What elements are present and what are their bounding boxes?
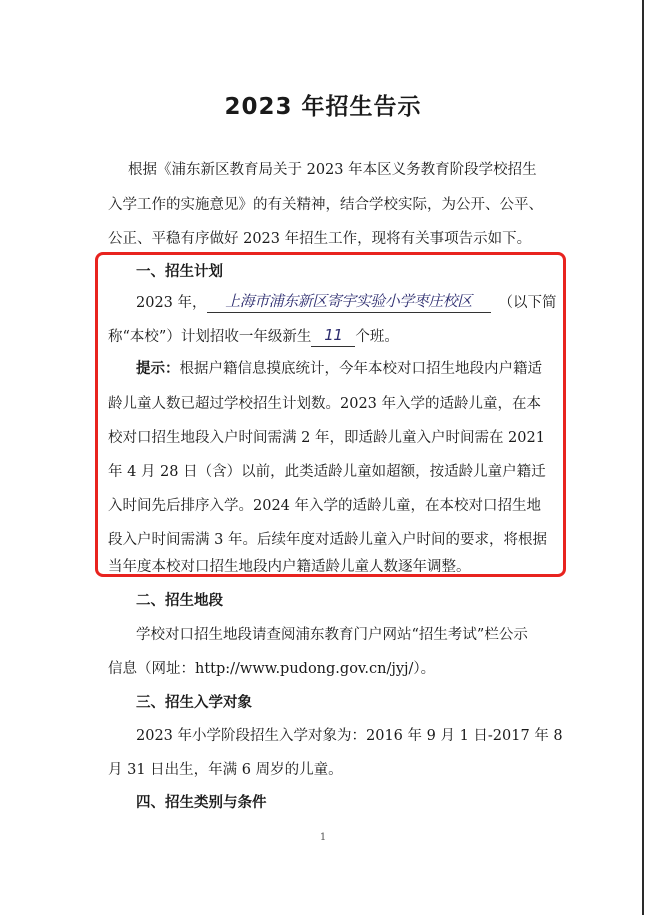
school-name-handwritten: 上海市浦东新区寄宇实验小学枣庄校区 [225,292,472,310]
plan-line-2-prefix: 称“本校”）计划招收一年级新生 [108,329,312,345]
plan-line-1 [136,291,576,313]
class-count-field [311,325,355,347]
section-2-heading: 二、招生地段 [136,593,223,609]
intro-line-1: 根据《浦东新区教育局关于 2023 年本区义务教育阶段学校招生 [128,162,537,178]
section-3-line-2: 月 31 日出生，年满 6 周岁的儿童。 [108,762,343,778]
section-4-heading: 四、招生类别与条件 [136,795,267,811]
plan-prefix: 2023 年， [136,295,207,311]
tip-line-1 [136,359,576,379]
intro-line-3: 公正、平稳有序做好 2023 年招生工作，现将有关事项告示如下。 [108,231,532,247]
tip-line-7: 当年度本校对口招生地段内户籍适龄儿童人数逐年调整。 [108,559,471,575]
tip-line-3: 校对口招生地段入户时间需满 2 年，即适龄儿童入户时间需在 2021 [108,430,545,446]
tip-line-5: 入时间先后排序入学。2024 年入学的适龄儿童，在本校对口招生地 [108,498,542,514]
school-name-field [207,291,491,313]
section-2-line-2: 信息（网址：http://www.pudong.gov.cn/jyj/）。 [108,661,436,677]
section-3-line-1: 2023 年小学阶段招生入学对象为：2016 年 9 月 1 日-2017 年 8 [136,728,563,744]
class-count-handwritten: 11 [324,326,343,344]
tip-label: 提示： [136,361,180,377]
tip-line-4: 年 4 月 28 日（含）以前，此类适龄儿童如超额，按适龄儿童户籍迁 [108,464,546,480]
page-title: 2023 年招生告示 [224,94,422,120]
plan-line-2-suffix: 个班。 [355,329,399,345]
page-number: 1 [319,832,327,843]
plan-suffix: （以下简 [498,295,557,311]
section-1-heading: 一、招生计划 [136,264,223,280]
tip-line-2: 龄儿童人数已超过学校招生计划数。2023 年入学的适龄儿童，在本 [108,396,542,412]
scan-edge [642,0,644,915]
section-2-line-1: 学校对口招生地段请查阅浦东教育门户网站“招生考试”栏公示 [136,627,528,643]
section-3-heading: 三、招生入学对象 [136,695,252,711]
intro-line-2: 入学工作的实施意见》的有关精神，结合学校实际，为公开、公平、 [108,197,543,213]
plan-line-2 [108,325,548,347]
tip-text-1: 根据户籍信息摸底统计，今年本校对口招生地段内户籍适 [179,361,542,377]
tip-line-6: 段入户时间需满 3 年。后续年度对适龄儿童入户时间的要求，将根据 [108,532,547,548]
